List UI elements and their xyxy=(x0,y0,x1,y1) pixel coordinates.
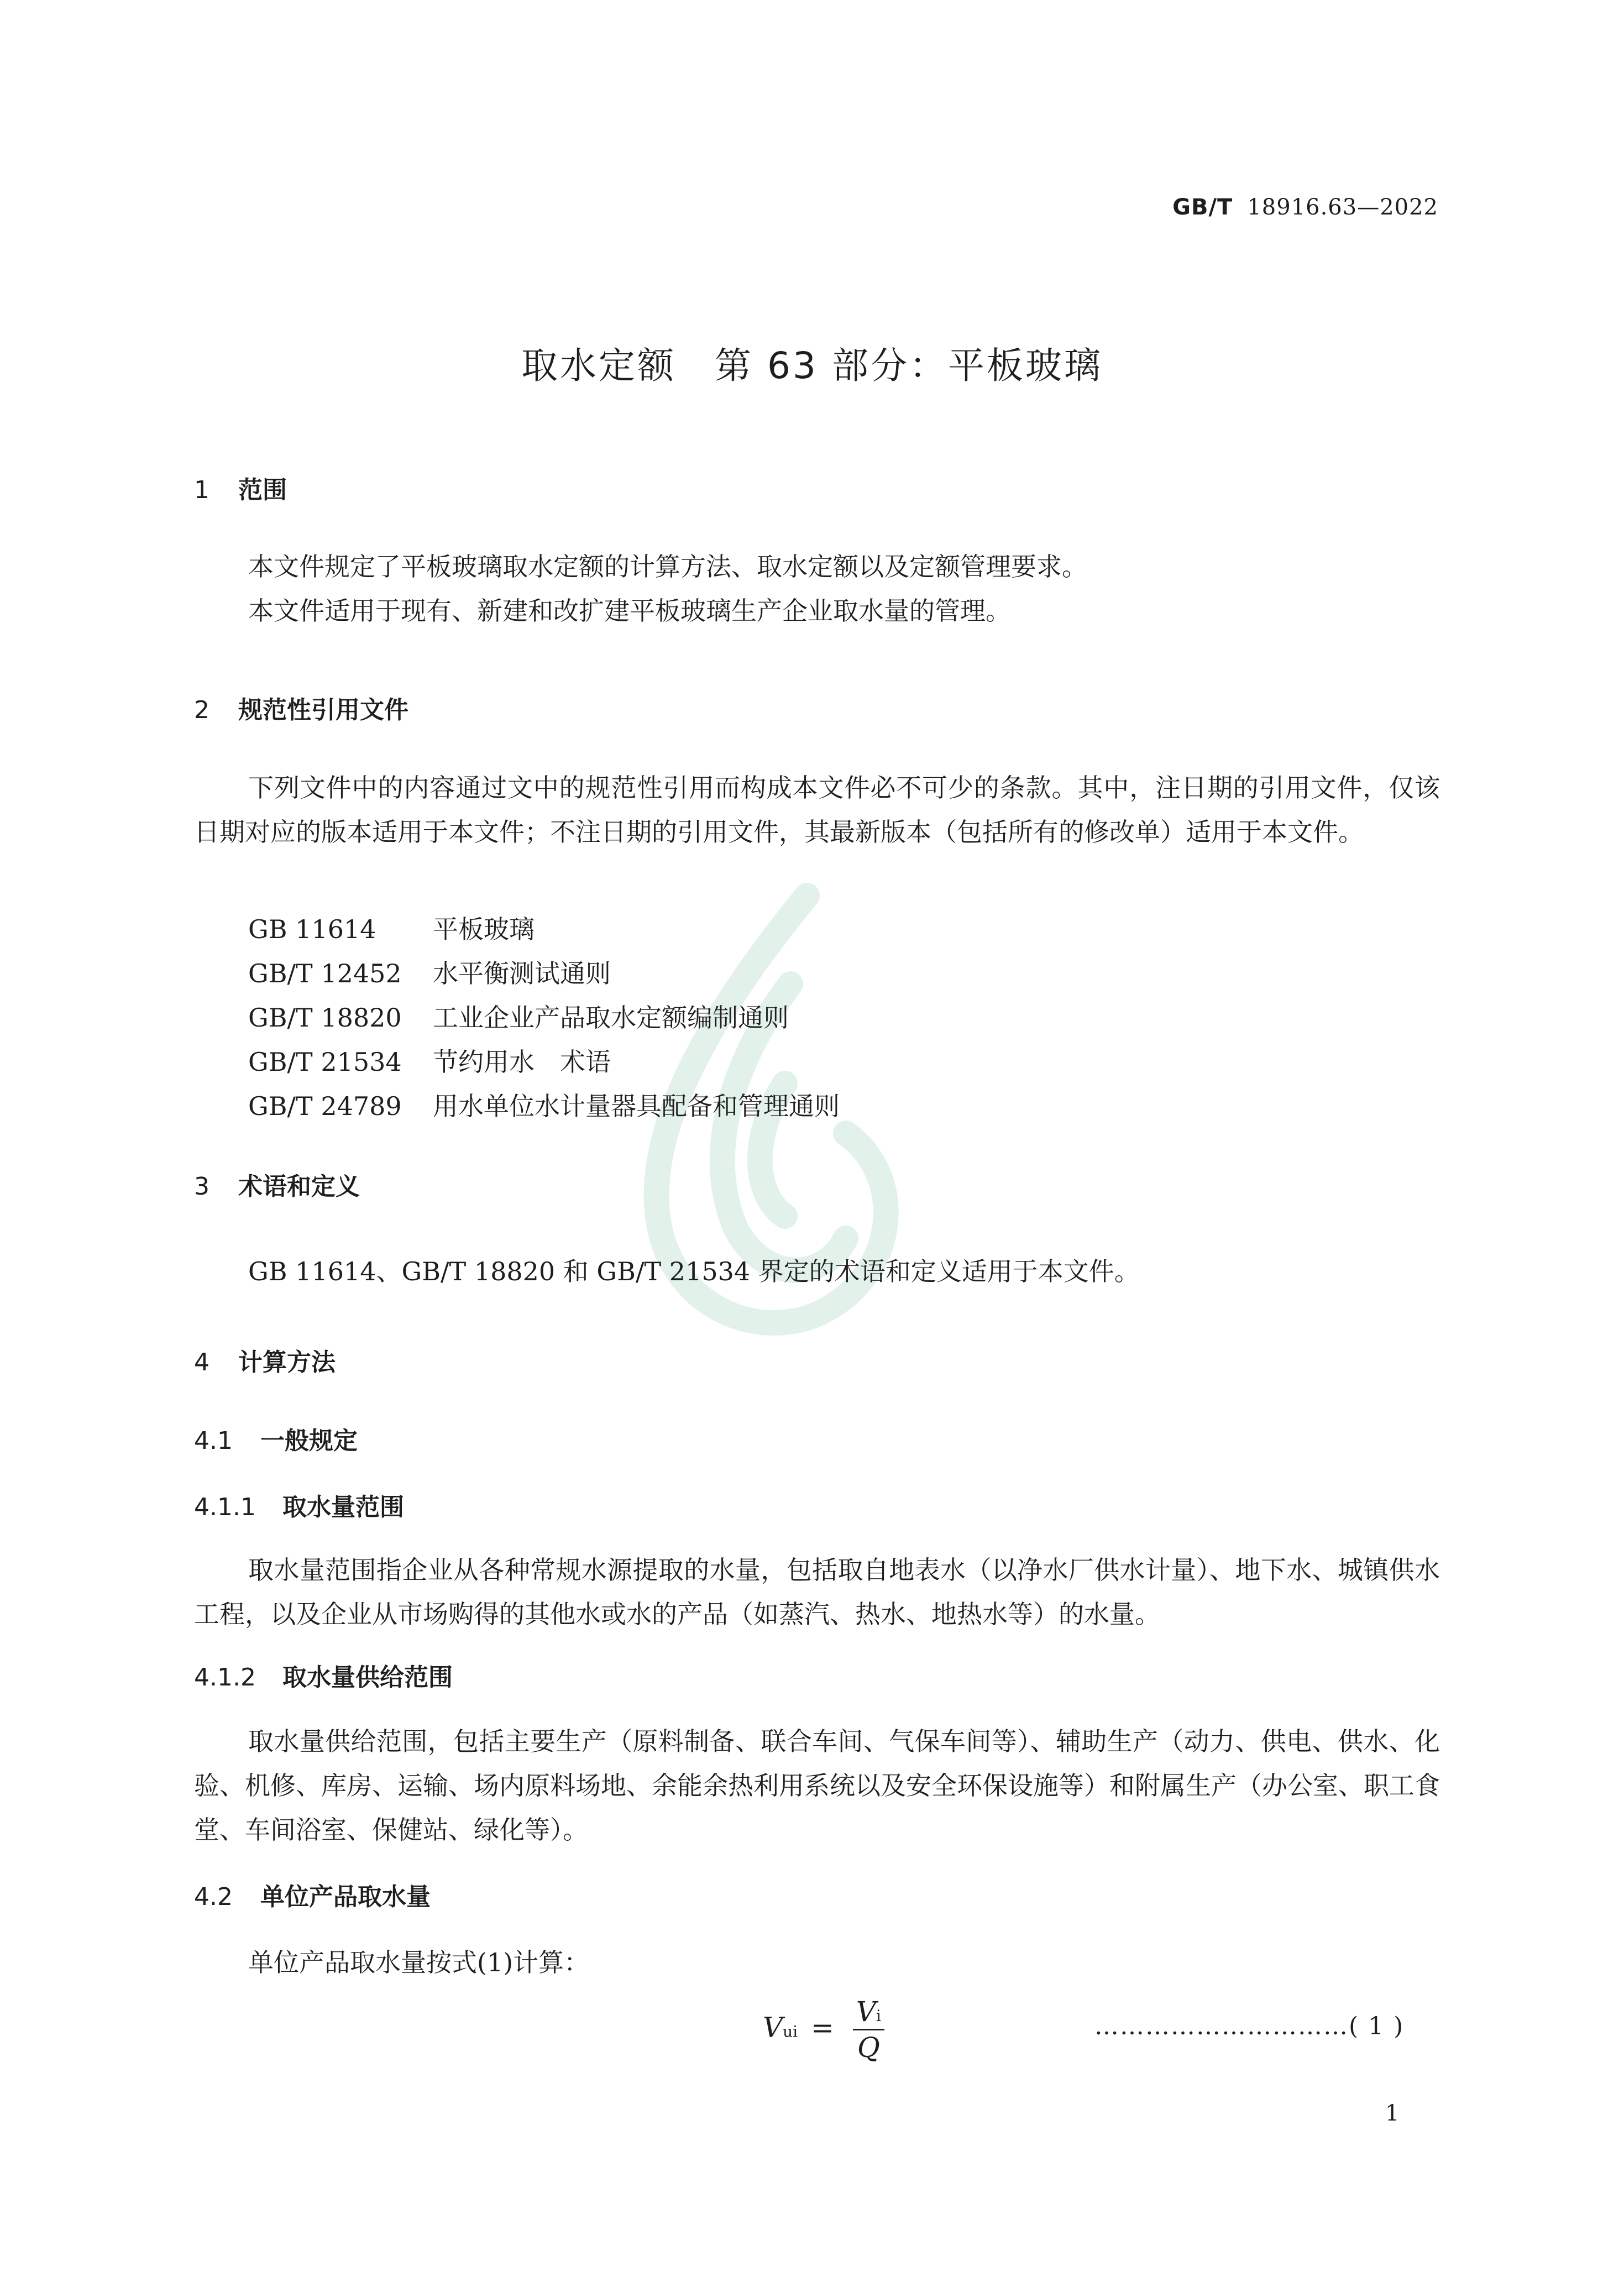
section-title: 取水量范围 xyxy=(282,1493,404,1521)
equation-label: ( 1 ) xyxy=(1349,2012,1405,2040)
reference-item xyxy=(248,1086,840,1123)
document-title: 取水定额 第 63 部分：平板玻璃 xyxy=(521,344,1103,387)
numerator-subscript: i xyxy=(876,2007,881,2025)
section-1-heading xyxy=(194,470,287,505)
section-2-paragraph-1: 下列文件中的内容通过文中的规范性引用而构成本文件必不可少的条款。其中，注日期的引用文件，仅该日期对应的版本适用于本文件；不注日期的引用文件，其最新版本（包括所有的修改单）适用于本文件。 xyxy=(194,773,1440,847)
section-2-heading xyxy=(194,690,408,725)
formula-1 xyxy=(763,1996,884,2064)
reference-code: GB/T 21534 xyxy=(248,1047,402,1077)
section-number: 4 xyxy=(194,1348,209,1376)
page-number: 1 xyxy=(1385,2101,1400,2126)
section-number: 1 xyxy=(194,476,209,504)
reference-item xyxy=(248,909,535,946)
section-4-1-2-paragraph: 取水量供给范围，包括主要生产（原料制备、联合车间、气保车间等）、辅助生产（动力、供电、供水、化验、机修、库房、运输、场内原料场地、余能余热利用系统以及安全环保设施等）和附属生产（办公室、职工食堂、车间浴室、保健站、绿化等）。 xyxy=(194,1726,1440,1845)
section-number: 4.1 xyxy=(194,1427,233,1455)
reference-item xyxy=(248,954,611,990)
section-title: 范围 xyxy=(238,476,287,504)
standard-prefix: GB/T xyxy=(1172,195,1233,220)
standard-header xyxy=(0,195,1438,220)
equation-number xyxy=(1094,2012,1404,2040)
reference-code: GB/T 18820 xyxy=(248,1003,402,1033)
section-title: 术语和定义 xyxy=(238,1172,360,1201)
section-4-1-2-heading xyxy=(194,1657,453,1693)
section-3-paragraph-1: GB 11614、GB/T 18820 和 GB/T 21534 界定的术语和定义适用于本文件。 xyxy=(248,1257,1140,1286)
section-4-heading xyxy=(194,1342,336,1378)
section-number: 4.1.2 xyxy=(194,1663,256,1692)
reference-title: 节约用水 术语 xyxy=(433,1047,611,1077)
formula-lhs: V xyxy=(763,2011,783,2044)
section-number: 3 xyxy=(194,1172,209,1201)
section-4-1-1-heading xyxy=(194,1487,404,1522)
section-number: 4.2 xyxy=(194,1883,233,1911)
section-number: 2 xyxy=(194,696,209,724)
section-1-paragraph-1: 本文件规定了平板玻璃取水定额的计算方法、取水定额以及定额管理要求。 xyxy=(248,552,1087,582)
reference-code: GB 11614 xyxy=(248,914,376,944)
reference-title: 用水单位水计量器具配备和管理通则 xyxy=(433,1091,840,1121)
section-title: 单位产品取水量 xyxy=(260,1883,431,1911)
reference-title: 水平衡测试通则 xyxy=(433,959,611,988)
section-title: 一般规定 xyxy=(260,1427,358,1455)
reference-code: GB/T 24789 xyxy=(248,1091,402,1121)
section-title: 规范性引用文件 xyxy=(238,696,408,724)
section-4-2-heading xyxy=(194,1877,431,1912)
reference-item xyxy=(248,998,789,1034)
section-number: 4.1.1 xyxy=(194,1493,256,1521)
numerator-symbol: V xyxy=(856,1996,876,2028)
standard-number: 18916.63—2022 xyxy=(1247,195,1438,220)
section-1-paragraph-2: 本文件适用于现有、新建和改扩建平板玻璃生产企业取水量的管理。 xyxy=(248,596,1011,626)
reference-code: GB/T 12452 xyxy=(248,959,402,988)
section-3-heading xyxy=(194,1166,360,1202)
section-title: 取水量供给范围 xyxy=(282,1663,453,1692)
formula-lhs-subscript: ui xyxy=(783,2022,798,2041)
formula-equals: = xyxy=(811,2011,834,2044)
section-4-2-paragraph: 单位产品取水量按式(1)计算： xyxy=(248,1948,590,1977)
formula-fraction xyxy=(853,1996,884,2064)
section-title: 计算方法 xyxy=(238,1348,336,1376)
formula-denominator: Q xyxy=(857,2032,880,2064)
reference-item xyxy=(248,1042,611,1079)
reference-title: 平板玻璃 xyxy=(433,914,535,944)
section-4-1-1-paragraph: 取水量范围指企业从各种常规水源提取的水量，包括取自地表水（以净水厂供水计量）、地下水、城镇供水工程，以及企业从市场购得的其他水或水的产品（如蒸汽、热水、地热水等）的水量。 xyxy=(194,1555,1440,1629)
formula-numerator xyxy=(853,1996,884,2030)
section-4-1-heading xyxy=(194,1421,358,1456)
reference-title: 工业企业产品取水定额编制通则 xyxy=(433,1003,789,1033)
leader-dots: ………………………… xyxy=(1094,2012,1349,2040)
